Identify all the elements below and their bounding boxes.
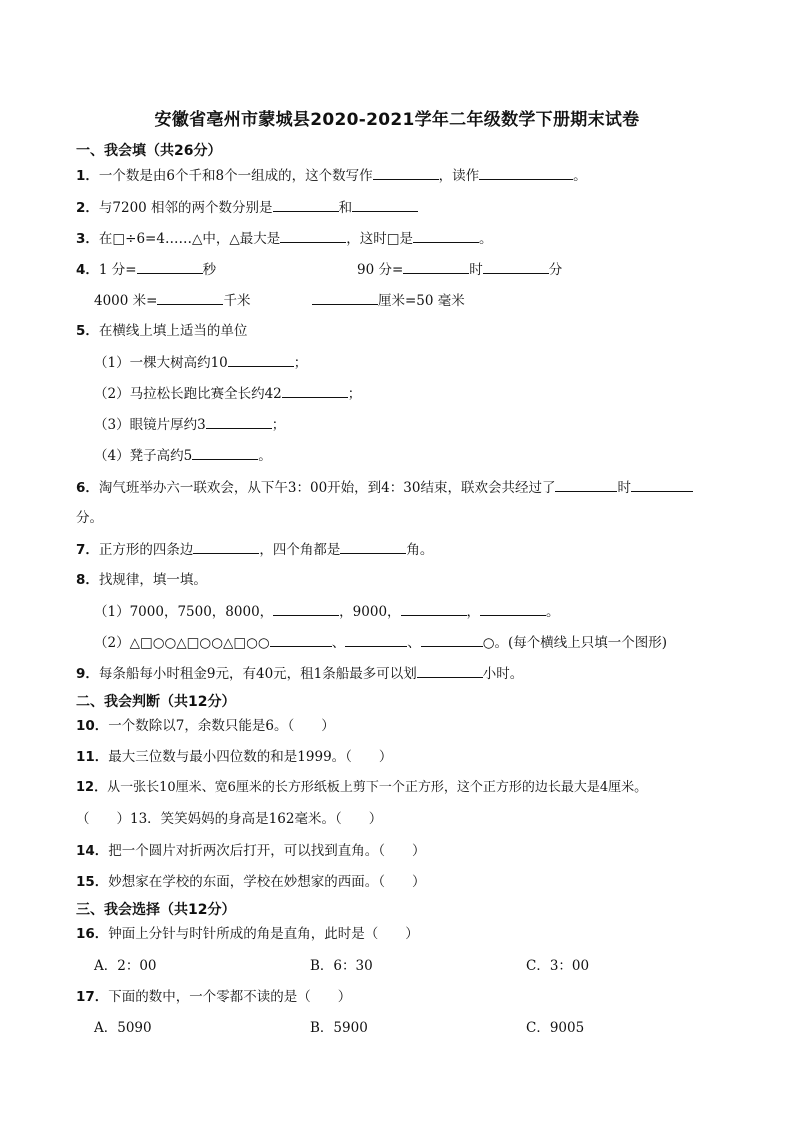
answer-blank[interactable] — [417, 664, 483, 678]
question-5 — [76, 322, 247, 340]
question-text: （3）眼镜片厚约3 — [94, 417, 206, 433]
question-text: 每条船每小时租金9元，有40元，租1条船最多可以划 — [98, 666, 417, 682]
question-number: 6． — [76, 480, 99, 496]
question-number: 2． — [76, 200, 99, 216]
answer-blank[interactable] — [480, 602, 546, 616]
question-text: 钟面上分针与时针所成的角是直角，此时是（ ） — [108, 926, 419, 942]
question-text: ； — [293, 355, 308, 371]
question-5-3 — [94, 415, 285, 434]
question-text: 90 分= — [357, 262, 404, 278]
question-text: （4）凳子高约5 — [94, 448, 193, 464]
question-text: （2）马拉松长跑比赛全长约42 — [94, 386, 282, 402]
answer-blank[interactable] — [228, 353, 294, 367]
question-4-row-1 — [76, 260, 216, 279]
option-b[interactable]: B．5900 — [310, 1020, 368, 1036]
option-c[interactable]: C．3：00 — [526, 958, 590, 974]
answer-blank[interactable] — [345, 633, 407, 647]
question-15 — [76, 873, 426, 891]
question-number: 12． — [76, 780, 108, 795]
answer-blank[interactable] — [555, 478, 617, 492]
page-title: 安徽省亳州市蒙城县2020-2021学年二年级数学下册期末试卷 — [154, 110, 640, 130]
answer-blank[interactable] — [483, 260, 549, 274]
question-6-cont — [76, 509, 103, 527]
answer-blank[interactable] — [273, 602, 339, 616]
answer-blank[interactable] — [137, 260, 203, 274]
question-text: 一个数除以7，余数只能是6。（ ） — [108, 718, 335, 734]
answer-blank[interactable] — [270, 633, 332, 647]
question-text: ○。(每个横线上只填一个图形) — [482, 635, 668, 651]
question-text: 分。 — [76, 510, 103, 526]
question-text: 把一个圆片对折两次后打开，可以找到直角。（ ） — [108, 843, 426, 859]
answer-blank[interactable] — [282, 384, 348, 398]
question-text: 下面的数中，一个零都不读的是（ ） — [108, 989, 352, 1005]
question-number: 3． — [76, 231, 99, 247]
question-2 — [76, 198, 418, 217]
question-4-part-2 — [357, 260, 562, 279]
question-3 — [76, 229, 493, 248]
question-text: 、 — [331, 635, 346, 651]
option-a[interactable]: A．2：00 — [94, 958, 157, 974]
section-2-heading: 二、我会判断（共12分） — [76, 694, 236, 710]
question-text: ，这时□是 — [346, 231, 413, 247]
question-text: （1）7000，7500，8000， — [94, 604, 274, 620]
question-number: 14． — [76, 843, 109, 859]
question-text: 。 — [479, 231, 493, 247]
question-6 — [76, 478, 693, 497]
question-number: 11． — [76, 749, 109, 765]
answer-blank[interactable] — [479, 166, 573, 180]
answer-blank[interactable] — [373, 166, 439, 180]
question-text: ； — [347, 386, 362, 402]
question-16 — [76, 925, 419, 943]
question-text: （ ）13．笑笑妈妈的身高是162毫米。（ ） — [76, 811, 383, 827]
answer-blank[interactable] — [340, 540, 406, 554]
question-text: 正方形的四条边 — [98, 542, 194, 558]
question-10 — [76, 717, 335, 735]
question-17 — [76, 988, 351, 1006]
question-number: 7． — [76, 542, 99, 558]
option-a[interactable]: A．5090 — [94, 1020, 152, 1036]
question-number: 17． — [76, 989, 109, 1005]
question-1 — [76, 166, 587, 185]
question-text: 1 分= — [98, 262, 137, 278]
question-text: （1）一棵大树高约10 — [94, 355, 228, 371]
question-11 — [76, 748, 392, 766]
answer-blank[interactable] — [352, 198, 418, 212]
answer-blank[interactable] — [192, 446, 258, 460]
question-text: 、 — [407, 635, 421, 651]
question-text: 时 — [469, 262, 483, 278]
question-9 — [76, 664, 523, 683]
answer-blank[interactable] — [157, 291, 223, 305]
answer-blank[interactable] — [273, 198, 339, 212]
question-7 — [76, 540, 433, 559]
question-4-part-4 — [312, 291, 465, 310]
question-text: 和 — [338, 200, 353, 216]
question-8 — [76, 571, 207, 589]
question-8-2 — [94, 633, 667, 652]
question-number: 10． — [76, 718, 109, 734]
question-8-1 — [94, 602, 560, 621]
question-text: 妙想家在学校的东面，学校在妙想家的西面。（ ） — [108, 874, 426, 890]
answer-blank[interactable] — [193, 540, 259, 554]
answer-blank[interactable] — [421, 633, 483, 647]
option-b[interactable]: B．6：30 — [310, 958, 373, 974]
section-1-heading: 一、我会填（共26分） — [76, 143, 222, 159]
question-14 — [76, 842, 426, 860]
question-text: 在□÷6=4……△中，△最大是 — [98, 231, 281, 247]
question-number: 5． — [76, 323, 99, 339]
option-c[interactable]: C．9005 — [526, 1020, 585, 1036]
question-text: 分 — [548, 262, 563, 278]
question-text: 千米 — [223, 293, 251, 309]
answer-blank[interactable] — [312, 291, 378, 305]
question-text: 小时。 — [482, 666, 524, 682]
question-5-1 — [94, 353, 307, 372]
question-number: 16． — [76, 926, 109, 942]
question-number: 1． — [76, 168, 99, 184]
question-text: 4000 米= — [94, 293, 158, 309]
section-3-heading: 三、我会选择（共12分） — [76, 902, 236, 918]
question-text: 厘米=50 毫米 — [378, 293, 465, 309]
answer-blank[interactable] — [206, 415, 272, 429]
question-text: 从一张长10厘米、宽6厘米的长方形纸板上剪下一个正方形，这个正方形的边长最大是4厘米。 — [107, 780, 648, 795]
question-text: ； — [271, 417, 286, 433]
question-12 — [76, 779, 647, 797]
question-text: 在横线上填上适当的单位 — [98, 323, 248, 339]
question-5-4 — [94, 446, 272, 465]
answer-blank[interactable] — [631, 478, 693, 492]
question-text: 。 — [546, 604, 560, 620]
question-number: 4． — [76, 262, 99, 278]
question-5-2 — [94, 384, 361, 403]
question-number: 9． — [76, 666, 99, 682]
question-number: 8． — [76, 572, 99, 588]
question-text: 一个数是由6个千和8个一组成的，这个数写作 — [98, 168, 373, 184]
question-number: 15． — [76, 874, 109, 890]
question-text: ，9000， — [339, 604, 401, 620]
question-12-13 — [76, 810, 382, 828]
answer-blank[interactable] — [413, 229, 479, 243]
question-text: （2）△□○○△□○○△□○○ — [94, 635, 270, 651]
answer-blank[interactable] — [401, 602, 467, 616]
question-text: 秒 — [202, 262, 217, 278]
question-text: ，四个角都是 — [259, 542, 341, 558]
answer-blank[interactable] — [403, 260, 469, 274]
question-4-row-2 — [94, 291, 250, 310]
question-text: 。 — [573, 168, 587, 184]
question-text: 。 — [258, 448, 272, 464]
question-text: 时 — [617, 480, 631, 496]
question-text: 与7200 相邻的两个数分别是 — [98, 200, 273, 216]
question-text: 角。 — [406, 542, 434, 558]
question-text: ，读作 — [438, 168, 480, 184]
question-text: 找规律，填一填。 — [98, 572, 207, 588]
question-text: ， — [466, 604, 481, 620]
answer-blank[interactable] — [280, 229, 346, 243]
question-text: 淘气班举办六一联欢会，从下午3：00开始，到4：30结束，联欢会共经过了 — [98, 480, 556, 496]
question-text: 最大三位数与最小四位数的和是1999。（ ） — [108, 749, 393, 765]
